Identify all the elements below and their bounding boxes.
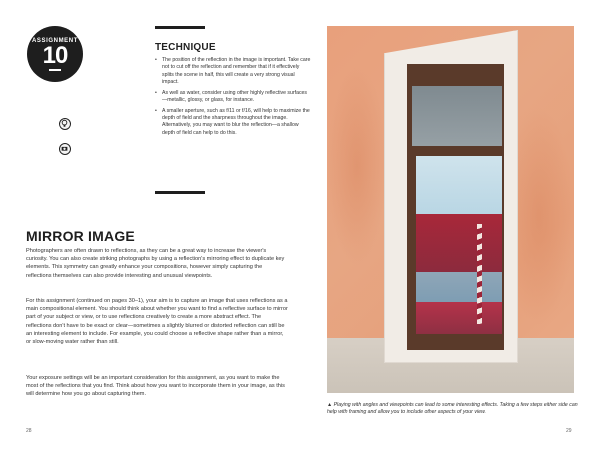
- technique-list: [155, 57, 311, 140]
- technique-title: TECHNIQUE: [155, 42, 216, 53]
- window-reflection-photo: [327, 26, 574, 393]
- body-paragraph: Your exposure settings will be an important consideration for this assignment, as you want to make the most of the reflections that you find. Think about how you want to incorporate them in your image, as this will determine how you go about capturing them.: [26, 375, 285, 398]
- body-paragraph: For this assignment (continued on pages 30–1), your aim is to capture an image that uses reflections as a main compositional element. You should think about whether you want to find a reflective surface to mirror part of your subject or view, or to use reflections creatively to create a more abstract effect. The reflections don't have to be exact or clear—sometimes a slightly blurred or distorted reflection can still be an interesting element to include. For example, you could choose a reflective shape rather than a mirror, or slow-moving water rather than still.: [26, 298, 288, 346]
- technique-bullet: • A smaller aperture, such as f/11 or f/16, will help to maximize the depth of field and the sharpness throughout the image. Alternatively, you may want to blur the reflection—a shallow depth of field can help to do this.: [155, 108, 311, 137]
- page-number-left: 28: [26, 428, 32, 434]
- badge-label: ASSIGNMENT: [31, 38, 78, 44]
- technique-bullet: • The position of the reflection in the image is important. Take care not to cut off the reflection and remember that if it effectively splits the scene in half, this will create a very strong visual impact.: [155, 57, 311, 86]
- page-number-right: 29: [566, 428, 572, 434]
- badge-underline: [49, 69, 61, 71]
- technique-bullet: • As well as water, consider using other highly reflective surfaces—metallic, glossy, or glass, for instance.: [155, 90, 311, 105]
- lightbulb-icon: [59, 118, 71, 130]
- assignment-badge: [27, 26, 83, 82]
- reflection-dock: [416, 302, 502, 334]
- section-heading: MIRROR IMAGE: [26, 228, 135, 244]
- window-top-pane: [412, 86, 502, 146]
- badge-number: 10: [42, 42, 68, 69]
- reflection-building: [416, 214, 502, 272]
- camera-icon: [59, 143, 71, 155]
- top-rule: [155, 26, 205, 29]
- body-paragraph: Photographers are often drawn to reflections, as they can be a great way to increase the viewer's curiosity. You can also create striking photographs by using a reflection's mirroring effect to duplicate key elements. This symmetry can greatly enhance your compositions, however simply capturing the reflections themselves can also provide interesting and unusual viewpoints.: [26, 248, 285, 279]
- bottom-rule: [155, 191, 205, 194]
- reflection-water: [416, 272, 502, 302]
- photo-caption: ▲ Playing with angles and viewpoints can lead to some interesting effects. Taking a few steps either side can help with framing and allow you to include other aspects of your view.: [327, 402, 578, 416]
- reflection-mooring-pole: [477, 224, 482, 324]
- reflection-sky: [416, 156, 502, 214]
- wall-texture: [327, 66, 387, 266]
